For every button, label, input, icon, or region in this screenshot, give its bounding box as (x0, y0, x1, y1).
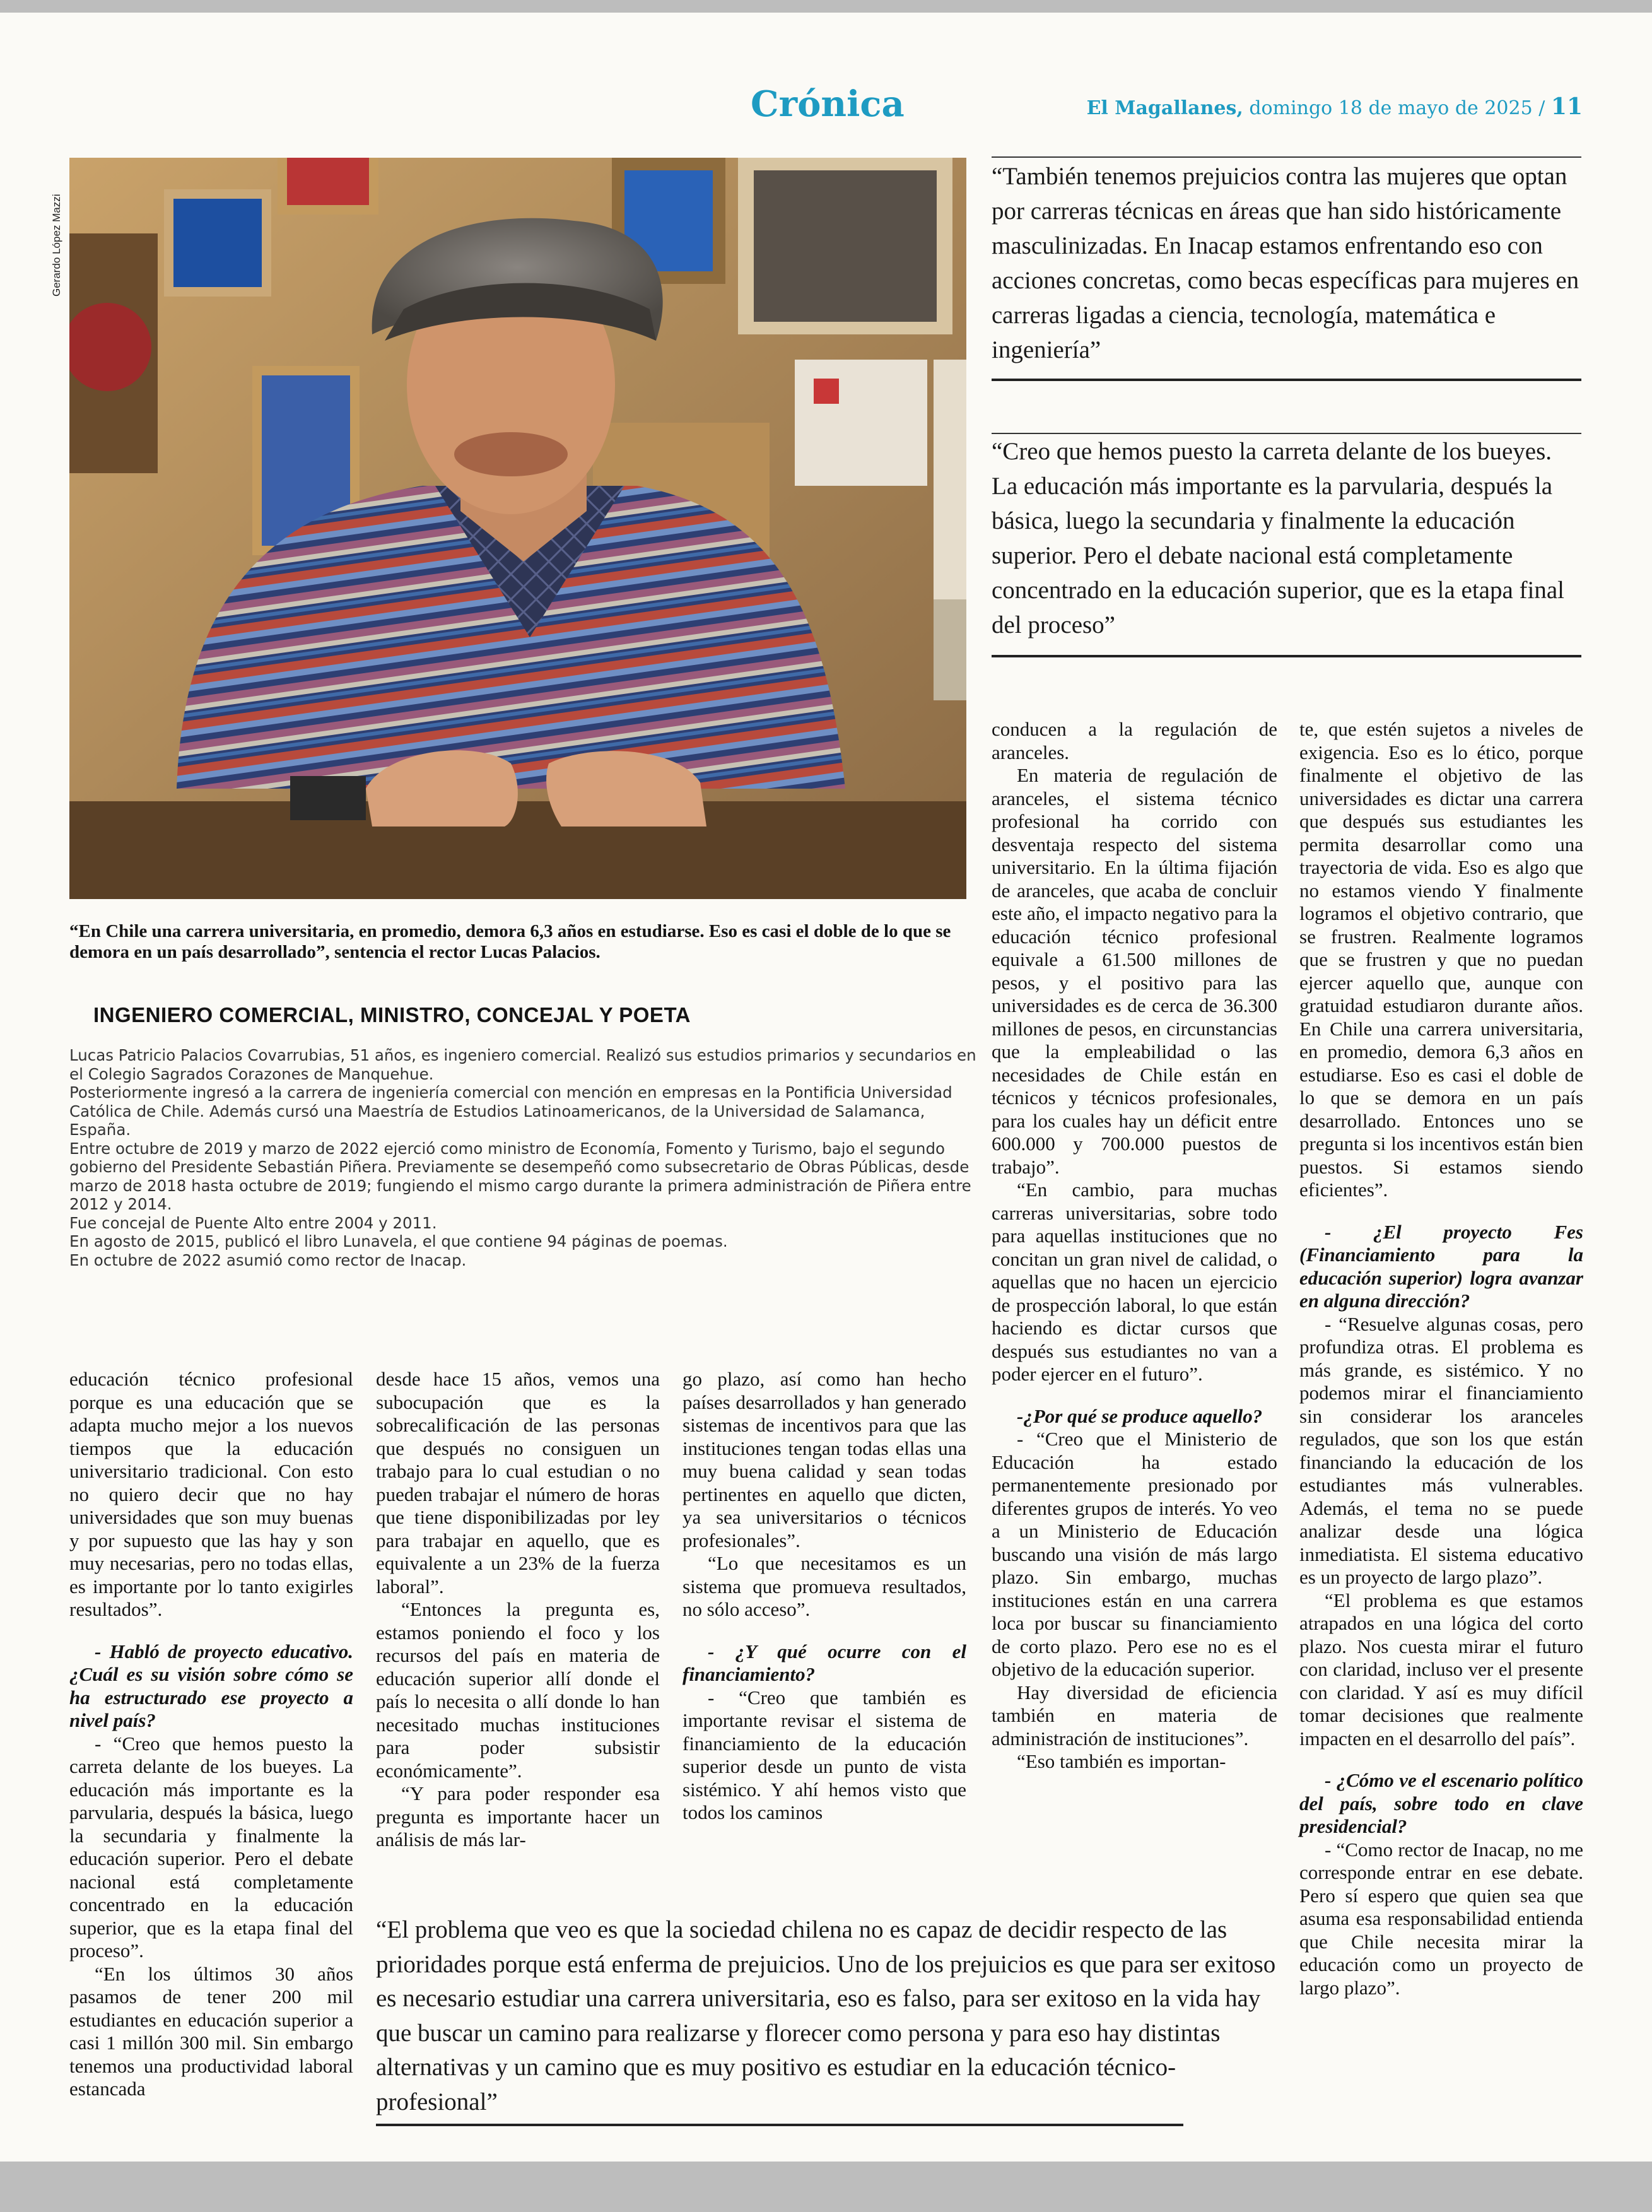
rule (992, 655, 1581, 657)
newspaper-page (0, 13, 1652, 2162)
pull-quote-women: “También tenemos prejuicios contra las mujeres que optan por carreras técnicas en áreas que han sido históricamente masculinizadas. En Inacap estamos enfrentando eso con acciones concretas, como becas específicas para mujeres en carreras ligadas a ciencia, tecnología, matemática e ingeniería” (992, 163, 1579, 363)
pull-quote-carreta: “Creo que hemos puesto la carreta delante de los bueyes. La educación más importante es la parvularia, después la básica, luego la secundaria y finalmente la educación superior. Pero el debate nacional está completamente concentrado en la educación superior, que es la etapa final del proceso” (992, 438, 1565, 638)
portrait-illustration (69, 158, 966, 899)
interview-question: -¿Por qué se produce aquello? (1017, 1404, 1263, 1427)
article-paragraph: “Lo que necesitamos es un sistema que promueva resultados, no sólo acceso”. (682, 1552, 966, 1620)
article-paragraph: educación técnico profesional porque es una educación que se adapta mucho mejor a los nuevos tiempos que la educación universitario tradicional. Con esto no quiero decir que no hay universidades que son muy buenas y por supuesto que las hay y son muy necesarias, pero no todas ellas, es importante por lo tanto exigirles resultados”. (69, 1368, 353, 1620)
bio-paragraph: Entre octubre de 2019 y marzo de 2022 ejerció como ministro de Economía, Fomento y Turismo, bajo el segundo gobierno del Presidente Sebastián Piñera. Previamente se desempeñó como subsecretario de Obras Públicas, desde marzo de 2018 hasta octubre de 2019; fungiendo el mismo cargo durante la primera administración de Piñera entre 2012 y 2014. (69, 1139, 971, 1213)
interview-question: - ¿El proyecto Fes (Financiamiento para la educación superior) logra avanzar en alguna dirección? (1299, 1220, 1583, 1312)
article-paragraph: - “Creo que hemos puesto la carreta delante de los bueyes. La educación más importante es la parvularia, después la básica, luego la secundaria y finalmente la educación superior. Pero el debate nacional está completamente concentrado en la educación superior, que es la etapa final del proceso”. (69, 1732, 353, 1962)
rule (376, 2124, 1183, 2126)
article-paragraph: En materia de regulación de aranceles, el sistema técnico profesional ha corrido con desventaja respecto del sistema universitario. En la última fijación de aranceles, que acaba de concluir este año, el impacto negativo para la educación técnico profesional equivale a 61.500 millones de pesos, y el positivo para las universidades es de cerca de 36.300 millones de pesos, en circunstancias que la empleabilidad o las necesidades de Chile están en técnicos y técnicos profesionales, para los cuales hay un déficit entre 600.000 y 700.000 puestos de trabajo”. (992, 764, 1277, 1178)
bio-paragraph: Lucas Patricio Palacios Covarrubias, 51 años, es ingeniero comercial. Realizó sus estudios primarios y secundarios en el Colegio Sagrados Corazones de Manquehue. (69, 1046, 976, 1083)
bio-box (69, 1046, 978, 1269)
article-paragraph: Hay diversidad de eficiencia también en materia de administración de instituciones”. (992, 1681, 1277, 1750)
article-column-2 (376, 1368, 660, 1852)
article-column-1 (69, 1368, 353, 2101)
page-number: 11 (1550, 93, 1583, 120)
article-paragraph: “Eso también es importan- (1017, 1750, 1226, 1772)
article-paragraph: te, que estén sujetos a niveles de exigencia. Eso es lo ético, porque finalmente el objetivo de las universidades es dictar una carrera que después sus estudiantes les permita desarrollar como una trayectoria de vida. Eso es algo que no estamos viendo Y finalmente logramos el objetivo contrario, que se frustren. Realmente logramos que se frustren y que no puedan ejercer aquello que, aunque con gratuidad estudiaron durante años. En Chile una carrera universitaria, en promedio, demora 6,3 años en estudiarse. Eso es casi el doble de lo que se demora en un país desarrollado. Entonces uno se pregunta si los incentivos están bien puestos. Si estamos siendo eficientes”. (1299, 718, 1583, 1201)
pull-quote-prejuicios: “El problema que veo es que la sociedad chilena no es capaz de decidir respecto de las prioridades porque está enferma de prejuicios. Uno de los prejuicios es que para ser exitoso es necesario estudiar una carrera universitaria, eso es falso, para ser exitoso en la vida hay que buscar un camino para realizarse y florecer como persona y para eso hay distintas alternativas y un camino que es muy positivo es estudiar en la educación técnico-profesional” (376, 1916, 1276, 2115)
publication-name: El Magallanes, (1086, 97, 1243, 119)
article-paragraph: - “Creo que el Ministerio de Educación ha estado permanentemente presionado por diferentes grupos de interés. Yo veo a un Ministerio de Educación buscando una visión de más largo plazo. Sin embargo, muchas instituciones están en una carrera loca por buscar su financiamiento de corto plazo. Pero ese no es el objetivo de la educación superior. (992, 1428, 1277, 1680)
bio-title: INGENIERO COMERCIAL, MINISTRO, CONCEJAL Y POETA (93, 1003, 691, 1027)
folio-separator: / (1532, 97, 1551, 119)
article-paragraph: - “Resuelve algunas cosas, pero profundiza otras. El problema es más grande, es sistémico. Y no podemos mirar el financiamiento sin considerar los aranceles regulados, que son los que están financiando la educación de los estudiantes más vulnerables. Además, el tema no se puede analizar desde una lógica inmediatista. El sistema educativo es un proyecto de largo plazo”. (1299, 1312, 1583, 1588)
article-paragraph: “El problema es que estamos atrapados en una lógica del corto plazo. Nos cuesta mirar el futuro con claridad, incluso ver el presente con claridad. Y así es muy difícil tomar decisiones que realmente impacten en el desarrollo del país”. (1299, 1589, 1583, 1750)
article-paragraph: “En cambio, para muchas carreras universitarias, sobre todo para aquellas instituciones que no concitan un gran nivel de calidad, o aquellas que no hacen un ejercicio de prospección laboral, lo que están haciendo es dictar cursos que después sus estudiantes no van a poder ejercer en el futuro”. (992, 1179, 1277, 1385)
page-folio (1087, 93, 1583, 120)
article-paragraph: desde hace 15 años, vemos una subocupación que es la sobrecalificación de las personas que después no consiguen un trabajo para lo cual estudian o no pueden trabajar el número de horas que tiene disponibilizadas por ley para trabajar en aquello, que es equivalente a un 23% de la fuerza laboral”. (376, 1368, 660, 1597)
article-paragraph: “En los últimos 30 años pasamos de tener 200 mil estudiantes en educación superior a casi 1 millón 300 mil. Sin embargo tenemos una productividad laboral estancada (69, 1962, 353, 2100)
rule (992, 379, 1581, 381)
interview-question: - ¿Cómo ve el escenario político del país, sobre todo en clave presidencial? (1299, 1769, 1583, 1837)
article-paragraph: conducen a la regulación de aranceles. (992, 718, 1277, 763)
photo-credit: Gerardo López Mazzi (50, 194, 62, 297)
article-column-4 (992, 718, 1277, 1774)
article-paragraph: go plazo, así como han hecho países desarrollados y han generado sistemas de incentivos para que las instituciones tengan todas ellas una muy buena calidad y sean todas pertinentes en aquello que dicten, ya sea universitarios o técnicos profesionales”. (682, 1368, 966, 1551)
article-paragraph: - “Creo que también es importante revisar el sistema de financiamiento de la educación superior desde un punto de vista sistémico. Y ahí hemos visto que todos los caminos (682, 1686, 966, 1823)
photo-caption: “En Chile una carrera universitaria, en promedio, demora 6,3 años en estudiarse. Eso es casi el doble de lo que se demora en un país desarrollado”, sentencia el rector Lucas Palacios. (69, 921, 951, 962)
bio-paragraph: En octubre de 2022 asumió como rector de Inacap. (69, 1250, 467, 1269)
interview-question: - Habló de proyecto educativo. ¿Cuál es su visión sobre cómo se ha estructurado ese proyecto a nivel país? (69, 1640, 353, 1731)
interview-question: - ¿Y qué ocurre con el financiamiento? (682, 1640, 966, 1685)
article-column-3 (682, 1368, 966, 1825)
bio-paragraph: En agosto de 2015, publicó el libro Lunavela, el que contiene 94 páginas de poemas. (69, 1232, 728, 1250)
article-paragraph: - “Como rector de Inacap, no me corresponde entrar en ese debate. Pero sí espero que quien sea que asuma esa responsabilidad entienda que Chile necesita mirar la educación como un proyecto de largo plazo”. (1299, 1838, 1583, 1999)
article-paragraph: “Y para poder responder esa pregunta es importante hacer un análisis de más lar- (376, 1782, 660, 1850)
bio-paragraph: Posteriormente ingresó a la carrera de ingeniería comercial con mención en empresas en la Pontificia Universidad Católica de Chile. Además cursó una Maestría de Estudios Latinoamericanos, de la Universidad de Salamanca, España. (69, 1083, 952, 1139)
section-title: Crónica (751, 83, 905, 125)
portrait-photo (69, 158, 966, 899)
issue-date: domingo 18 de mayo de 2025 (1243, 97, 1533, 119)
article-paragraph: “Entonces la pregunta es, estamos poniendo el foco y los recursos del país en materia de educación superior allí donde el país lo necesita o allí donde lo han necesitado muchas instituciones para poder subsistir económicamente”. (376, 1598, 660, 1782)
bio-paragraph: Fue concejal de Puente Alto entre 2004 y 2011. (69, 1213, 437, 1232)
rule (992, 156, 1581, 158)
article-column-5 (1299, 718, 1583, 1999)
